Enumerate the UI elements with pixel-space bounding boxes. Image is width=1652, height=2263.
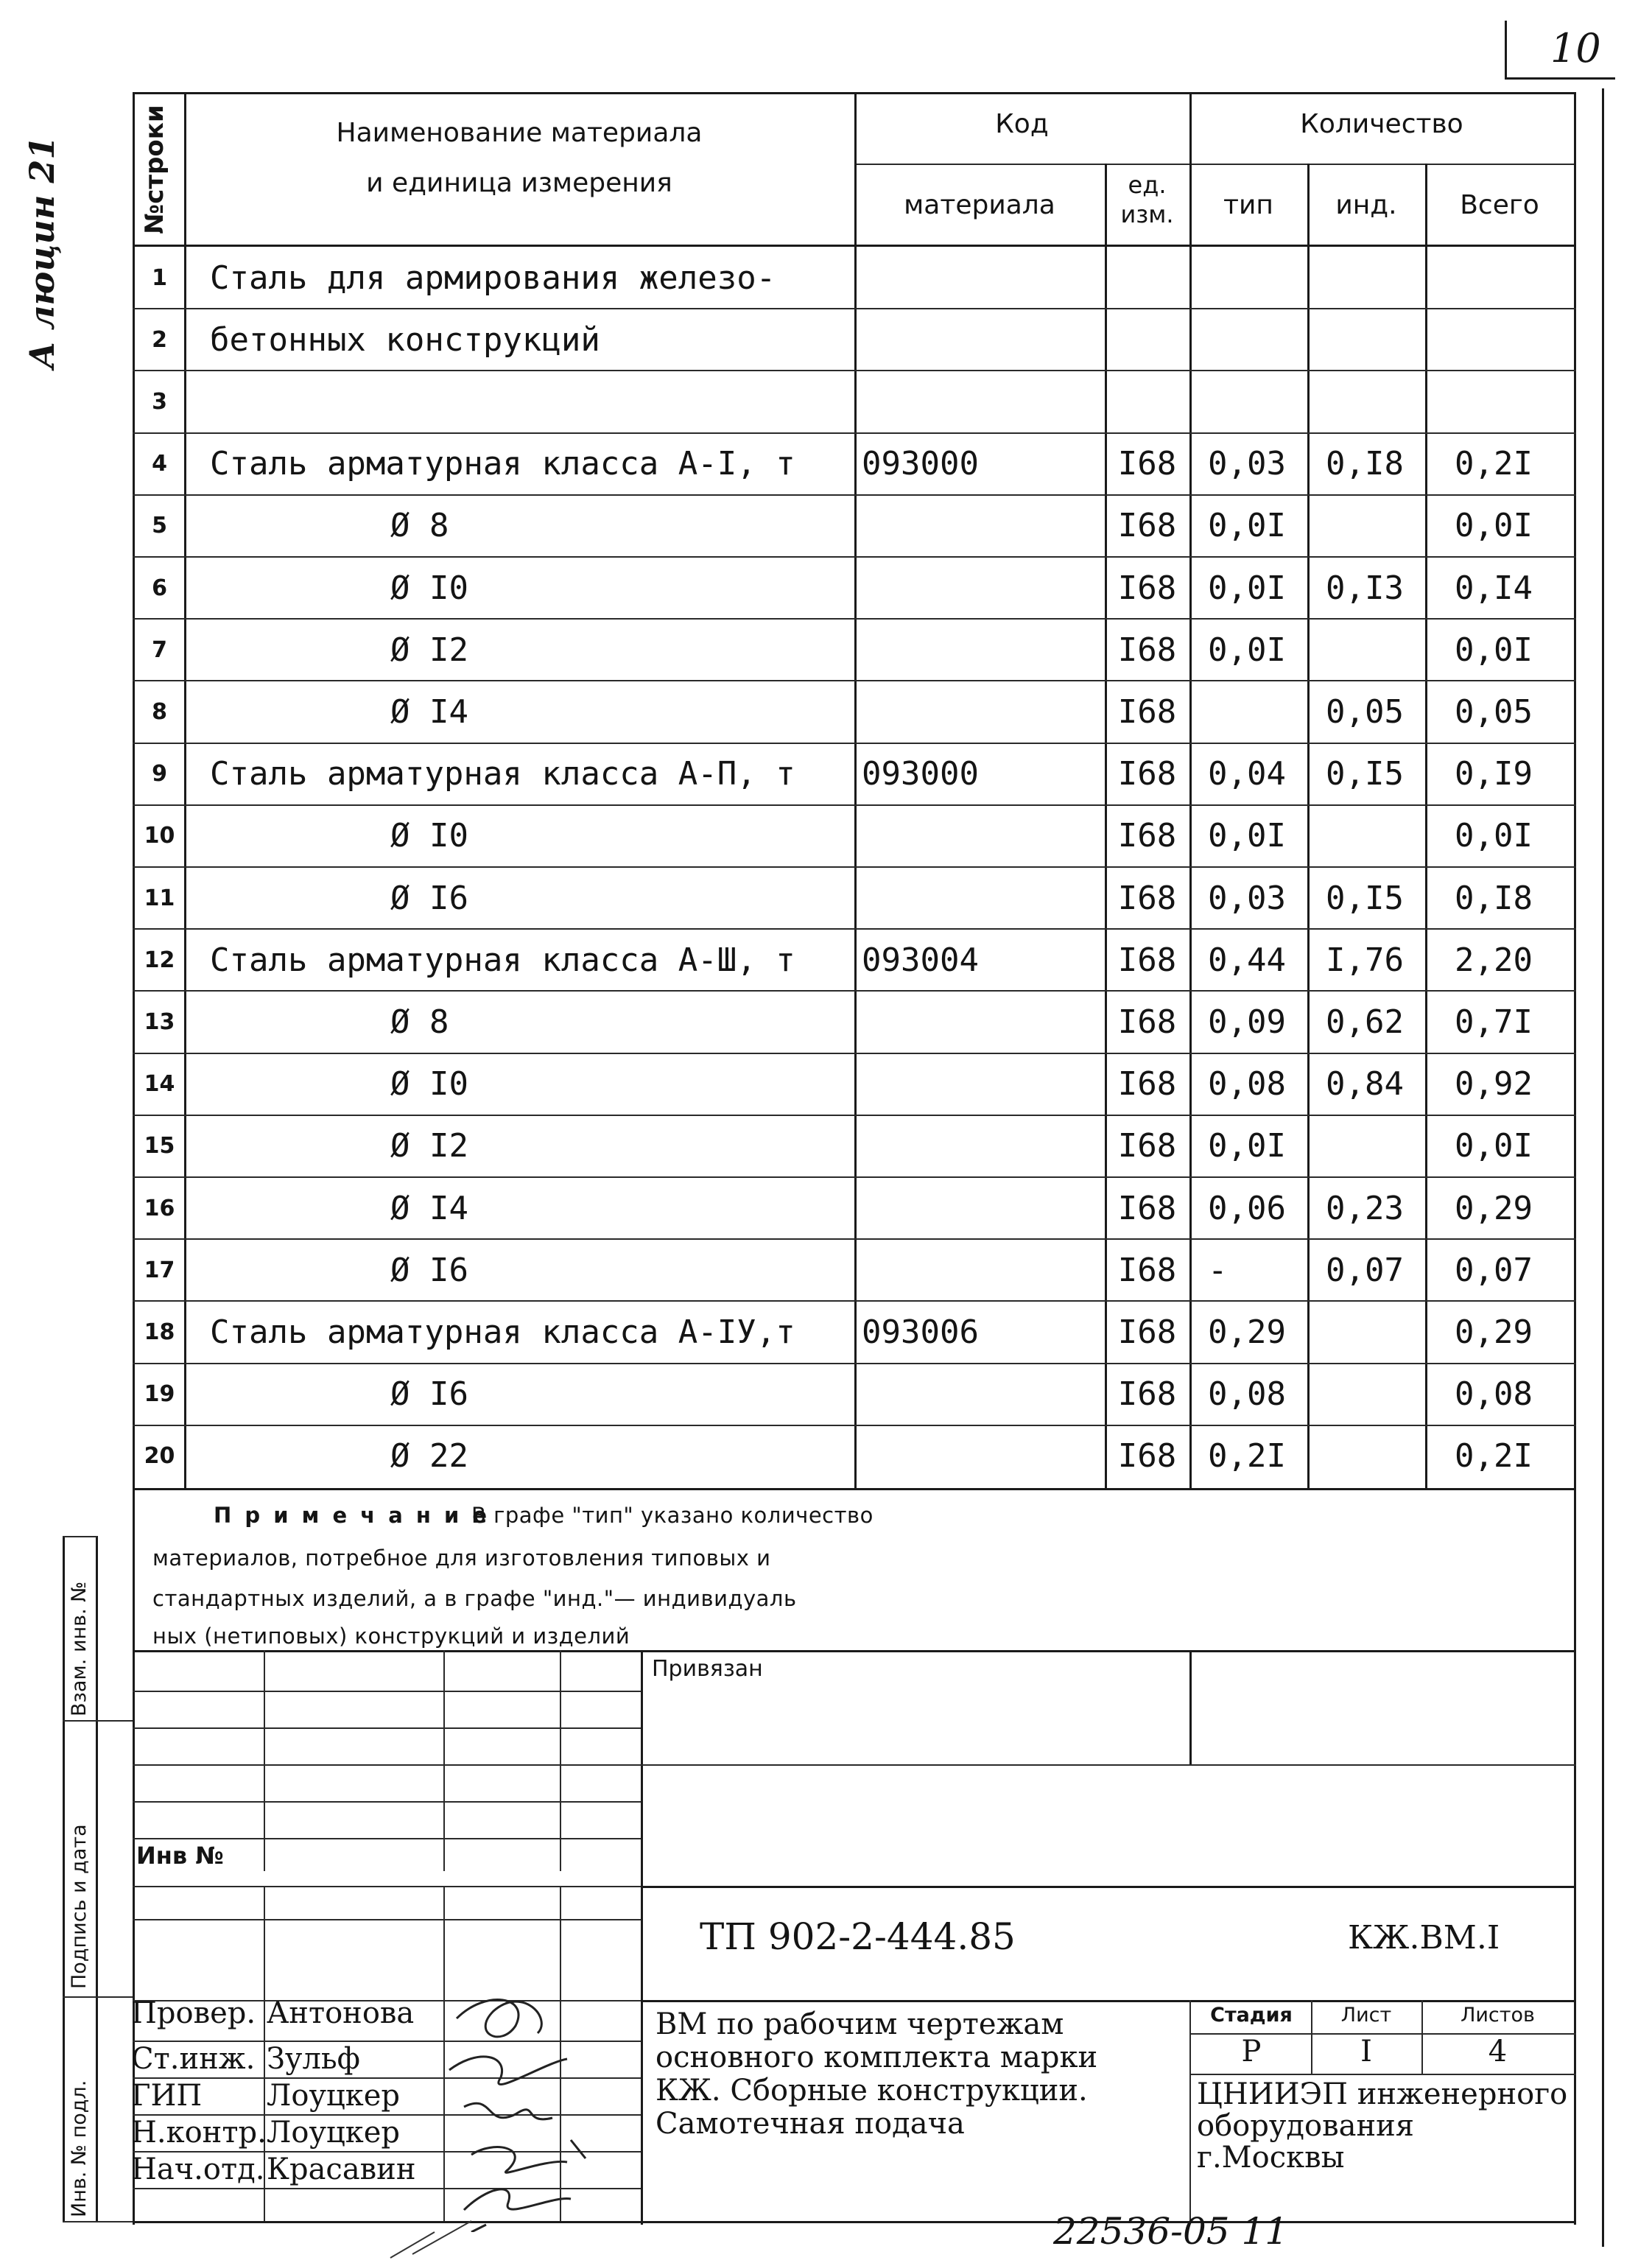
qty-total: 2,20: [1455, 941, 1533, 979]
sheet-mark-underline: [1505, 77, 1615, 80]
sheets-value: 4: [1488, 2035, 1508, 2069]
org-line3: г.Москвы: [1197, 2141, 1345, 2175]
qty-ind: [1311, 247, 1440, 309]
qty-total: 0,92: [1455, 1065, 1533, 1104]
material-name: Сталь арматурная класса А-П, т: [210, 755, 795, 793]
unit-code: I68: [1117, 631, 1177, 669]
description-line2: основного комплекта марки: [655, 2041, 1098, 2074]
qty-ind: [1311, 1364, 1440, 1425]
left-strip-top: [63, 1536, 97, 1537]
material-code: [862, 557, 1105, 619]
qty-total: [1429, 371, 1600, 432]
header-total: Всего: [1460, 190, 1539, 220]
material-name: Сталь арматурная класса А-I, т: [210, 445, 795, 483]
header-name-line2: и единица измерения: [366, 168, 672, 198]
unit-code: I68: [1117, 1127, 1177, 1165]
qty-total: 0,7I: [1455, 1003, 1533, 1041]
qty-ind: 0,62: [1326, 1003, 1404, 1041]
header-unit-line2: изм.: [1120, 200, 1174, 228]
material-code: [862, 991, 1105, 1053]
signer-role: ГИП: [131, 2079, 203, 2113]
material-code: [862, 681, 1105, 743]
material-code: [862, 495, 1105, 557]
unit-code: I68: [1117, 1189, 1177, 1227]
privyazan-divider: [1189, 1650, 1192, 1764]
left-strip-bottom: [63, 2221, 133, 2222]
signer-role: Провер.: [131, 1996, 256, 2030]
qty-type: 0,09: [1208, 1003, 1286, 1041]
qty-ind: [1311, 1301, 1440, 1363]
material-code: [862, 1239, 1105, 1301]
side-label-inv: Инв. № подл.: [68, 2080, 91, 2217]
row-number: 14: [144, 1071, 175, 1098]
sheet-mark-line: [1505, 21, 1507, 80]
unit-code: I68: [1117, 1375, 1177, 1414]
unit-code: I68: [1117, 692, 1177, 731]
header-code: Код: [995, 109, 1049, 139]
pen-stroke-icon: [383, 2217, 486, 2262]
qty-ind: [1311, 371, 1440, 432]
material-name: [210, 371, 854, 432]
qty-ind: 0,84: [1326, 1065, 1404, 1104]
qty-ind: [1311, 309, 1440, 371]
material-code: [862, 1177, 1105, 1239]
stamp-right-row3: [641, 2000, 1576, 2002]
material-name: Ø I2: [390, 631, 468, 669]
qty-ind: 0,05: [1326, 692, 1404, 731]
qty-type: [1193, 681, 1322, 743]
left-strip-outer: [63, 1536, 65, 2221]
material-code: [862, 619, 1105, 681]
stamp-bottom: [133, 2221, 1576, 2223]
material-name: Сталь арматурная класса А-Ш, т: [210, 941, 795, 979]
stamp-row4: [133, 1801, 641, 1803]
sheets-label: Листов: [1461, 2004, 1535, 2027]
unit-code: [1105, 309, 1189, 371]
material-code: [862, 867, 1105, 929]
stamp-right-border: [1574, 1488, 1576, 2225]
material-code: [862, 371, 1105, 432]
qty-ind: [1311, 805, 1440, 867]
qty-type: [1193, 247, 1322, 309]
row-number: 2: [152, 326, 167, 353]
qty-total: 0,I9: [1455, 755, 1533, 793]
material-name: Ø 8: [390, 1003, 449, 1041]
unit-code: [1105, 371, 1189, 432]
material-name: Ø I4: [390, 1189, 468, 1227]
unit-code: [1105, 247, 1189, 309]
row-number: 4: [152, 451, 167, 477]
qty-type: 0,0I: [1208, 817, 1286, 855]
qty-type: 0,0I: [1208, 569, 1286, 607]
qty-type: 0,44: [1208, 941, 1286, 979]
material-name: Ø 22: [390, 1437, 468, 1476]
row-number: 9: [152, 761, 167, 787]
material-name: Ø I6: [390, 879, 468, 917]
stamp-row1: [133, 1691, 641, 1692]
material-name: Ø I0: [390, 569, 468, 607]
qty-type: 0,0I: [1208, 1127, 1286, 1165]
qty-ind: 0,07: [1326, 1251, 1404, 1289]
qty-ind: [1311, 1425, 1440, 1487]
description-line4: Самотечная подача: [655, 2107, 965, 2141]
note-line2: материалов, потребное для изготовления типовых и: [152, 1545, 771, 1571]
qty-total: [1429, 309, 1600, 371]
left-strip-div1: [63, 1720, 133, 1722]
qty-ind: 0,I8: [1326, 445, 1404, 483]
unit-code: I68: [1117, 569, 1177, 607]
unit-code: I68: [1117, 1251, 1177, 1289]
note-line1: В графе "тип" указано количество: [471, 1503, 874, 1528]
qty-total: 0,I8: [1455, 879, 1533, 917]
row-number: 3: [152, 388, 167, 415]
side-label-vzam: Взам. инв. №: [68, 1581, 91, 1716]
qty-type: 0,04: [1208, 755, 1286, 793]
qty-ind: [1311, 619, 1440, 681]
inv-no-label: Инв №: [136, 1842, 224, 1870]
row-number: 7: [152, 636, 167, 663]
row-number: 19: [144, 1381, 175, 1408]
qty-ind: [1311, 1115, 1440, 1177]
qty-type: 0,03: [1208, 445, 1286, 483]
signer-name: Красавин: [267, 2153, 416, 2186]
material-name: Ø I6: [390, 1251, 468, 1289]
signer-role: Н.контр.: [131, 2116, 267, 2150]
material-name: Ø 8: [390, 507, 449, 545]
row-number: 5: [152, 513, 167, 539]
stamp-row5: [133, 1838, 641, 1839]
signer-role: Ст.инж.: [131, 2042, 256, 2076]
material-code: [862, 1364, 1105, 1425]
signer-name: Лоуцкер: [267, 2079, 400, 2113]
qty-total: 0,I4: [1455, 569, 1533, 607]
qty-total: 0,0I: [1455, 631, 1533, 669]
material-code: [862, 309, 1105, 371]
table-bottom-border: [133, 1488, 1576, 1490]
qty-type: 0,0I: [1208, 507, 1286, 545]
note-line3: стандартных изделий, а в графе "инд."— индивидуаль: [152, 1586, 797, 1611]
signer-role: Нач.отд.: [131, 2153, 265, 2186]
qty-ind: 0,23: [1326, 1189, 1404, 1227]
stamp-row7: [133, 1919, 641, 1920]
material-code: 093000: [862, 755, 979, 793]
row-number: 1: [152, 264, 167, 291]
col-line-name: [854, 92, 857, 1488]
description-line1: ВМ по рабочим чертежам: [655, 2007, 1064, 2041]
qty-total: 0,0I: [1455, 1127, 1533, 1165]
header-material: материала: [904, 190, 1055, 220]
qty-type: -: [1208, 1251, 1228, 1289]
material-name: Сталь арматурная класса А-IУ,т: [210, 1313, 795, 1351]
signer-name: Лоуцкер: [267, 2116, 400, 2150]
qty-ind: [1311, 495, 1440, 557]
qty-total: 0,29: [1455, 1313, 1533, 1351]
left-strip-inner: [96, 1536, 98, 2221]
header-ind: инд.: [1335, 190, 1397, 220]
qty-total: 0,0I: [1455, 507, 1533, 545]
qty-type: [1193, 309, 1322, 371]
material-name: Ø I0: [390, 817, 468, 855]
signatures-scribble: [442, 1989, 604, 2232]
qty-type: [1193, 371, 1322, 432]
material-name: Сталь для армирования железо-: [210, 259, 776, 297]
row-number: 10: [144, 823, 175, 849]
material-code: [862, 1115, 1105, 1177]
qty-total: 0,2I: [1455, 1437, 1533, 1476]
drawing-mark: КЖ.ВМ.I: [1348, 1919, 1500, 1957]
sheet-mark: 10: [1550, 25, 1601, 71]
col-line-unit: [1189, 92, 1192, 1488]
row-number: 17: [144, 1257, 175, 1283]
unit-code: I68: [1117, 879, 1177, 917]
row-number: 13: [144, 1008, 175, 1035]
unit-code: I68: [1117, 1437, 1177, 1476]
stage-label: Стадия: [1210, 2004, 1293, 2027]
header-quantity: Количество: [1300, 109, 1463, 139]
row-number: 11: [144, 885, 175, 911]
unit-code: I68: [1117, 817, 1177, 855]
qty-total: 0,05: [1455, 692, 1533, 731]
qty-total: [1429, 247, 1600, 309]
qty-type: 0,06: [1208, 1189, 1286, 1227]
material-code: [862, 247, 1105, 309]
unit-code: I68: [1117, 445, 1177, 483]
stamp-right-row2: [641, 1886, 1576, 1888]
header-rownum: №строки: [140, 105, 169, 234]
stamp-mid-vertical: [641, 1650, 643, 2225]
right-frame-line: [1602, 88, 1604, 2247]
stage-row-line2: [1189, 2074, 1576, 2075]
qty-type: 0,03: [1208, 879, 1286, 917]
qty-type: 0,08: [1208, 1375, 1286, 1414]
sheet-value: I: [1360, 2035, 1372, 2069]
side-label-podpis: Подпись и дата: [68, 1824, 91, 1989]
unit-code: I68: [1117, 507, 1177, 545]
sheet-label: Лист: [1340, 2004, 1392, 2027]
header-unit-line1: ед.: [1128, 171, 1167, 199]
privyazan-label: Привязан: [652, 1656, 763, 1682]
qty-ind: 0,I5: [1326, 755, 1404, 793]
note-title: П р и м е ч а н и е: [214, 1503, 491, 1528]
signer-name: Антонова: [267, 1996, 415, 2030]
row-number: 15: [144, 1133, 175, 1159]
material-name: Ø I6: [390, 1375, 468, 1414]
stamp-row3: [133, 1764, 641, 1766]
description-line3: КЖ. Сборные конструкции.: [655, 2074, 1088, 2108]
material-name: Ø I0: [390, 1065, 468, 1104]
unit-code: I68: [1117, 1065, 1177, 1104]
stamp-right-row1: [641, 1764, 1576, 1766]
material-code: [862, 1425, 1105, 1487]
header-type: тип: [1223, 190, 1273, 220]
archive-number: 22536-05 11: [1053, 2210, 1289, 2253]
stamp-row2: [133, 1727, 641, 1729]
qty-ind: 0,I3: [1326, 569, 1404, 607]
org-line1: ЦНИИЭП инженерного: [1197, 2077, 1568, 2111]
margin-handwriting: A люцин 21: [22, 136, 62, 368]
qty-total: 0,08: [1455, 1375, 1533, 1414]
unit-code: I68: [1117, 1003, 1177, 1041]
unit-code: I68: [1117, 1313, 1177, 1351]
material-code: [862, 805, 1105, 867]
col-line-rownum: [184, 92, 186, 1488]
unit-code: I68: [1117, 755, 1177, 793]
qty-ind: I,76: [1326, 941, 1404, 979]
qty-total: 0,29: [1455, 1189, 1533, 1227]
qty-type: 0,29: [1208, 1313, 1286, 1351]
qty-type: 0,08: [1208, 1065, 1286, 1104]
material-name: Ø I4: [390, 692, 468, 731]
material-code: 093000: [862, 445, 979, 483]
project-code: ТП 902-2-444.85: [700, 1915, 1016, 1958]
qty-type: 0,0I: [1208, 631, 1286, 669]
header-mid-line: [854, 164, 1576, 165]
stage-value: Р: [1241, 2035, 1262, 2069]
header-name-line1: Наименование материала: [336, 118, 703, 148]
row-number: 8: [152, 698, 167, 725]
stamp-top: [133, 1650, 1576, 1652]
row-number: 18: [144, 1319, 175, 1345]
left-strip-div2: [63, 1996, 133, 1998]
qty-total: 0,0I: [1455, 817, 1533, 855]
row-number: 20: [144, 1443, 175, 1470]
note-line4: ных (нетиповых) конструкций и изделий: [152, 1624, 630, 1649]
stamp-row6: [133, 1886, 641, 1887]
qty-total: 0,07: [1455, 1251, 1533, 1289]
qty-total: 0,2I: [1455, 445, 1533, 483]
material-code: [862, 1053, 1105, 1115]
material-code: 093006: [862, 1313, 979, 1351]
qty-ind: 0,I5: [1326, 879, 1404, 917]
row-number: 6: [152, 575, 167, 601]
material-name: бетонных конструкций: [210, 320, 600, 359]
row-number: 16: [144, 1195, 175, 1221]
row-number: 12: [144, 947, 175, 973]
material-code: 093004: [862, 941, 979, 979]
material-name: Ø I2: [390, 1127, 468, 1165]
org-line2: оборудования: [1197, 2109, 1415, 2143]
unit-code: I68: [1117, 941, 1177, 979]
qty-type: 0,2I: [1208, 1437, 1286, 1476]
signer-name: Зульф: [267, 2042, 360, 2076]
